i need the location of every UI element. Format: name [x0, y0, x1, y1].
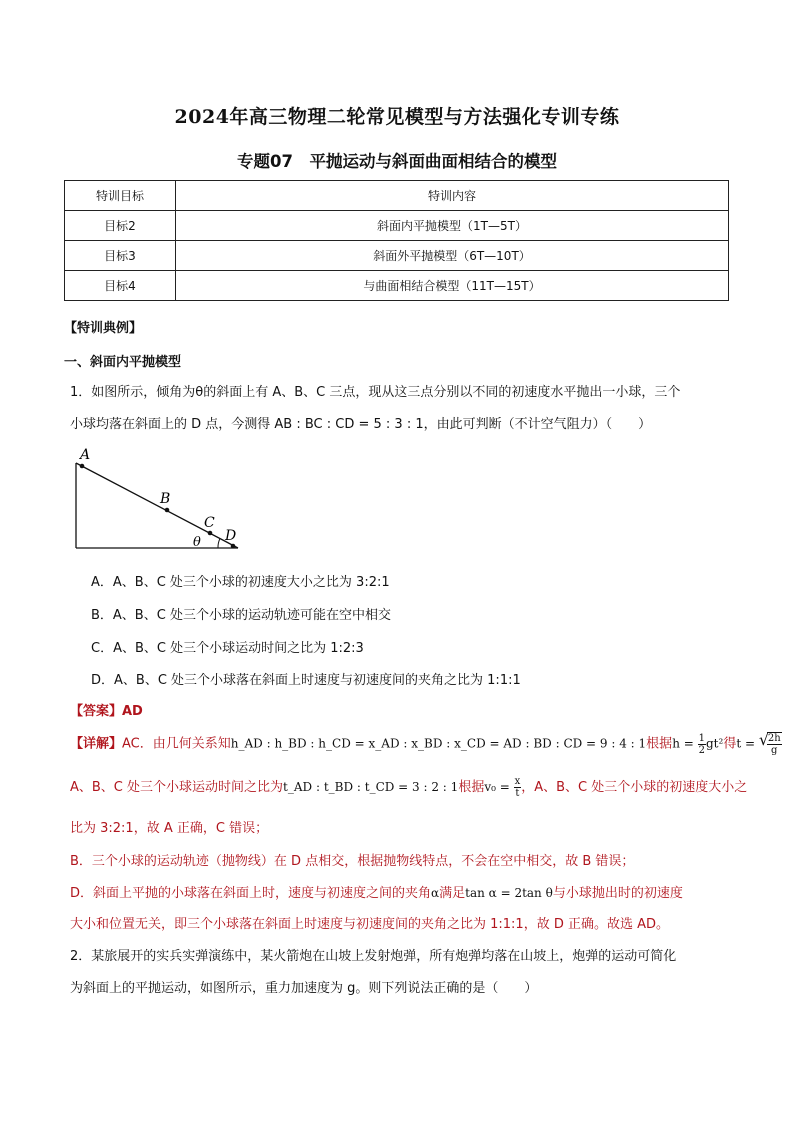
detail-text: 满足	[439, 886, 466, 901]
option-a: A．A、B、C 处三个小球的初速度大小之比为 3:2:1	[91, 575, 390, 590]
sqrt-expression	[759, 732, 782, 756]
question-2-line-1: 2．某旅展开的实兵实弹演练中，某火箭炮在山坡上发射炮弹，所有炮弹均落在山坡上，炮弹的运动可简化	[70, 949, 677, 964]
fraction-denominator: t	[515, 788, 520, 799]
detail-line-6: 大小和位置无关，即三个小球落在斜面上时速度与初速度间的夹角之比为 1:1:1，故 D 正确。故选 AD。	[70, 917, 670, 932]
fraction-2h-over-g	[767, 733, 782, 756]
detail-line-5	[70, 882, 683, 901]
table-cell: 斜面内平抛模型（1T—5T）	[176, 211, 729, 241]
table-row	[65, 271, 729, 301]
radical-sign: √	[758, 730, 770, 749]
detail-line-3: 比为 3:2:1，故 A 正确，C 错误；	[70, 821, 269, 836]
fraction-numerator: x	[514, 776, 521, 787]
point-d	[231, 544, 236, 549]
point-c	[208, 531, 213, 536]
question-1-line-2: 小球均落在斜面上的 D 点，今测得 AB : BC : CD = 5 : 3 : 1，由此可判断（不计空气阻力）（ ）	[70, 417, 652, 432]
point-a	[80, 464, 85, 469]
table-row	[65, 211, 729, 241]
fraction-denominator: g	[771, 745, 778, 756]
detail-equation: h =	[672, 736, 698, 751]
detail-equation: α	[431, 886, 440, 900]
table-cell: 斜面外平抛模型（6T—10T）	[176, 241, 729, 271]
detail-equation: tan α = 2tan θ	[465, 886, 553, 900]
label-d: D	[225, 528, 237, 544]
label-c: C	[204, 515, 215, 531]
point-b	[165, 508, 170, 513]
table-header-row	[65, 181, 729, 211]
detail-equation: t_AD : t_BD : t_CD = 3 : 2 : 1	[283, 780, 459, 794]
question-1-line-1: 1．如图所示，倾角为θ的斜面上有 A、B、C 三点，现从这三点分别以不同的初速度水平抛出一小球，三个	[70, 385, 681, 400]
incline-slope	[76, 463, 238, 548]
table-cell: 目标4	[65, 271, 176, 301]
table-cell: 目标3	[65, 241, 176, 271]
label-theta: θ	[193, 535, 201, 550]
detail-text: 根据	[646, 736, 673, 752]
question-2-line-2: 为斜面上的平抛运动，如图所示，重力加速度为 g。则下列说法正确的是（ ）	[70, 981, 538, 996]
detail-text: AC．由几何关系知	[122, 736, 231, 752]
training-goals-table	[64, 180, 729, 301]
detail-text: D．斜面上平抛的小球落在斜面上时，速度与初速度之间的夹角	[70, 886, 432, 901]
table-header-cell: 特训内容	[176, 181, 729, 211]
detail-equation: h_AD : h_BD : h_CD = x_AD : x_BD : x_CD = AD : BD : CD = 9 : 4 : 1	[230, 736, 647, 751]
detail-text: A、B、C 处三个小球运动时间之比为	[70, 780, 284, 795]
page-subtitle: 专题07 平抛运动与斜面曲面相结合的模型	[237, 152, 557, 171]
fraction-denominator: 2	[698, 744, 705, 756]
page-title: 2024年高三物理二轮常见模型与方法强化专训专练	[174, 106, 620, 128]
answer-line: 【答案】AD	[70, 704, 143, 719]
option-c: C．A、B、C 处三个小球运动时间之比为 1:2:3	[91, 641, 364, 656]
detail-line-4: B．三个小球的运动轨迹（抛物线）在 D 点相交，根据抛物线特点，不会在空中相交，故 B 错误；	[70, 854, 635, 869]
detail-equation: gt²	[705, 736, 724, 751]
section-heading: 【特训典例】	[64, 321, 143, 336]
detail-label: 【详解】	[70, 736, 123, 752]
label-a: A	[80, 447, 91, 463]
detail-text: 与小球抛出时的初速度	[552, 886, 683, 901]
option-d: D．A、B、C 处三个小球落在斜面上时速度与初速度间的夹角之比为 1:1:1	[91, 673, 521, 688]
fraction-numerator: 2h	[767, 733, 781, 744]
table-cell: 目标2	[65, 211, 176, 241]
label-b: B	[160, 491, 171, 507]
detail-equation: v₀ =	[484, 780, 514, 794]
detail-text: 根据	[458, 780, 485, 795]
detail-equation: t =	[736, 736, 759, 751]
detail-text: 得	[723, 736, 737, 752]
table-cell: 与曲面相结合模型（11T—15T）	[176, 271, 729, 301]
table-header-cell: 特训目标	[65, 181, 176, 211]
angle-arc	[218, 539, 220, 549]
detail-line-1	[70, 732, 782, 756]
subsection-heading: 一、斜面内平抛模型	[64, 355, 182, 370]
table-row	[65, 241, 729, 271]
incline-diagram	[70, 445, 250, 555]
fraction-numerator: 1	[698, 732, 705, 744]
detail-text: ，A、B、C 处三个小球的初速度大小之	[521, 780, 748, 795]
detail-line-2	[70, 776, 747, 799]
option-b: B．A、B、C 处三个小球的运动轨迹可能在空中相交	[91, 608, 391, 623]
fraction-half	[698, 733, 706, 756]
